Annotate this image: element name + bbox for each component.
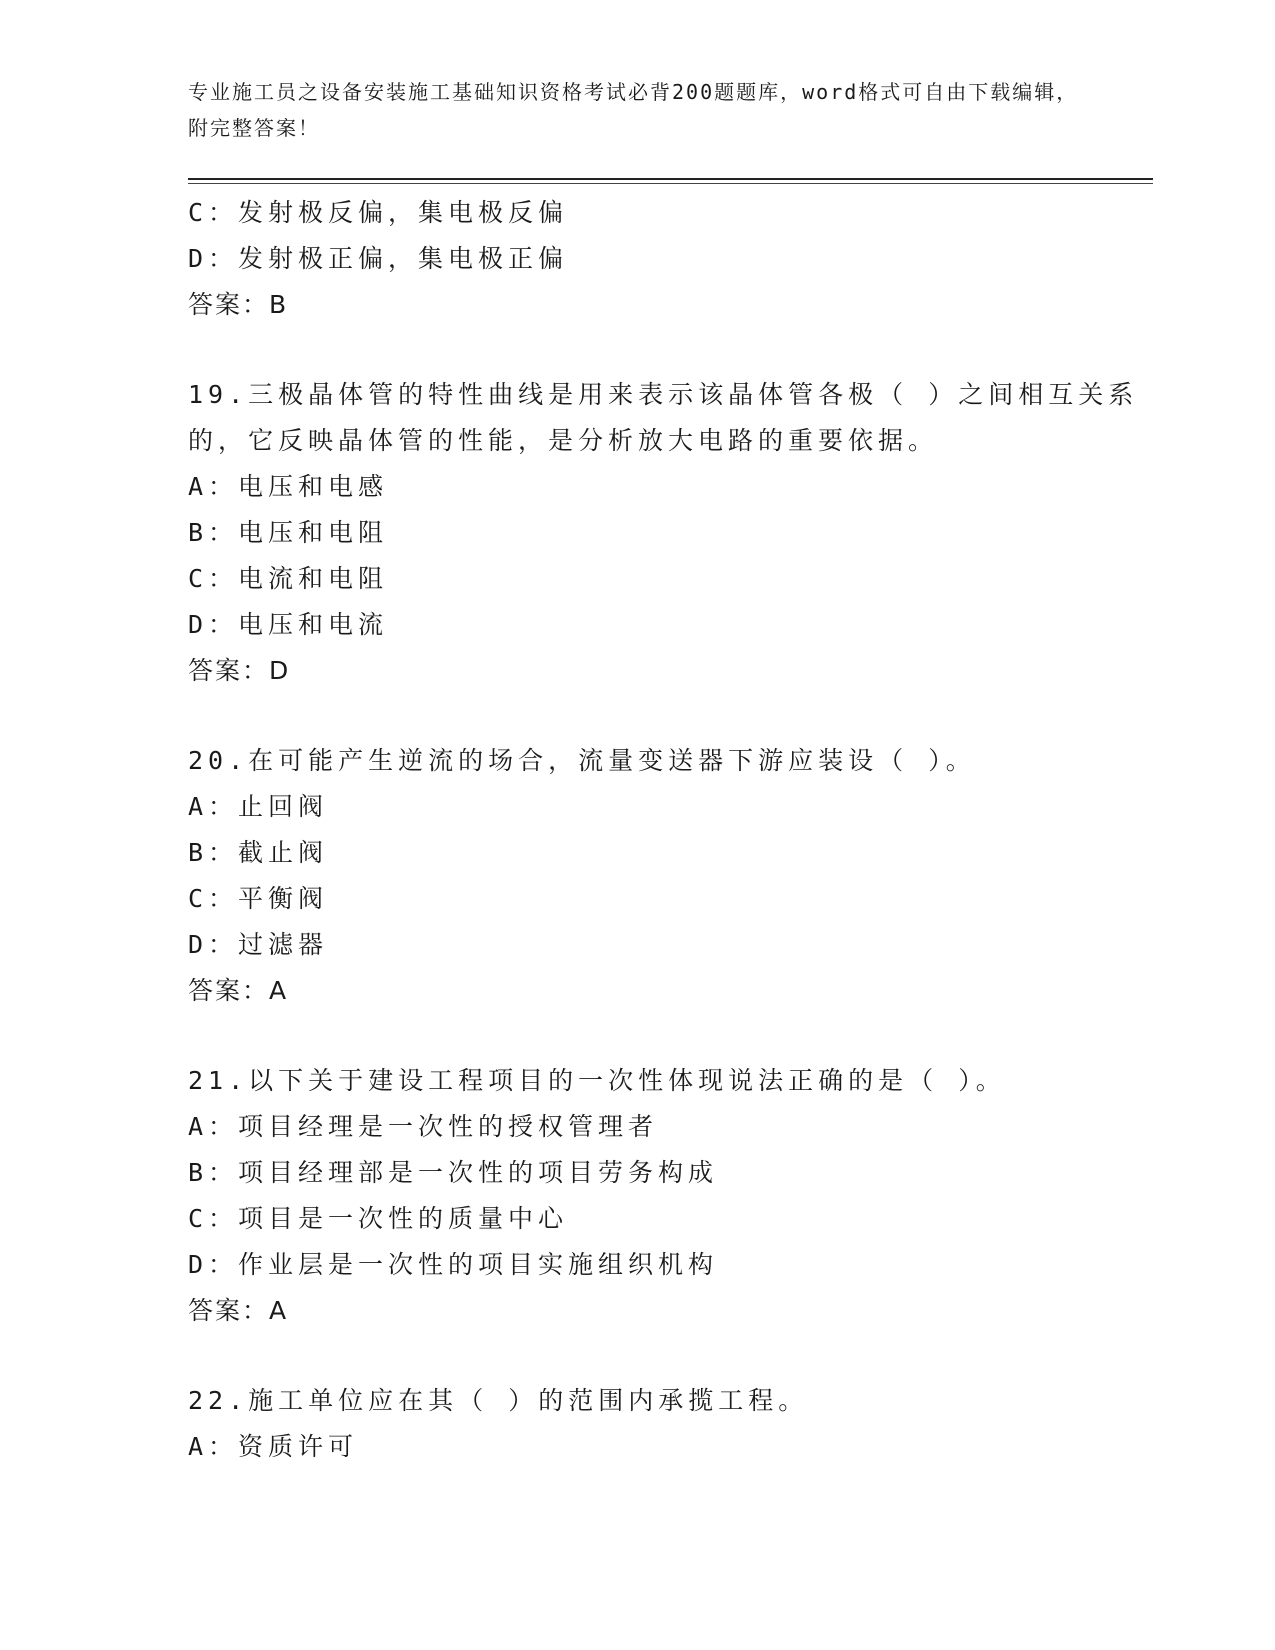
- option-d: D：过滤器: [188, 930, 329, 959]
- option-d: D：电压和电流: [188, 610, 389, 639]
- header-divider-thick: [188, 178, 1153, 180]
- option-d: D：发射极正偏，集电极正偏: [188, 244, 569, 273]
- option-b: B：电压和电阻: [188, 518, 389, 547]
- question-20: [188, 738, 1148, 1014]
- option-b: B：截止阀: [188, 838, 329, 867]
- option-d: D：作业层是一次性的项目实施组织机构: [188, 1250, 719, 1279]
- document-body: [188, 190, 1148, 1470]
- question-19: [188, 372, 1148, 694]
- header-divider-thin: [188, 183, 1153, 184]
- option-a: A：电压和电感: [188, 472, 389, 501]
- option-b: B：项目经理部是一次性的项目劳务构成: [188, 1158, 719, 1187]
- question-22: [188, 1378, 1148, 1470]
- answer-line: 答案：B: [188, 290, 289, 319]
- option-c: C：发射极反偏，集电极反偏: [188, 198, 569, 227]
- question-text: 22.施工单位应在其（ ）的范围内承揽工程。: [188, 1386, 809, 1415]
- option-c: C：平衡阀: [188, 884, 329, 913]
- option-a: A：项目经理是一次性的授权管理者: [188, 1112, 659, 1141]
- question-text: 21.以下关于建设工程项目的一次性体现说法正确的是（ ）。: [188, 1066, 1006, 1095]
- previous-question-tail: [188, 190, 1148, 328]
- answer-line: 答案：A: [188, 976, 289, 1005]
- question-text: 20.在可能产生逆流的场合，流量变送器下游应装设（ ）。: [188, 746, 976, 775]
- question-21: [188, 1058, 1148, 1334]
- document-header: 专业施工员之设备安装施工基础知识资格考试必背200题题库，word格式可自由下载编辑，附完整答案！: [188, 80, 1079, 140]
- option-c: C：项目是一次性的质量中心: [188, 1204, 569, 1233]
- option-a: A：资质许可: [188, 1432, 359, 1461]
- option-c: C：电流和电阻: [188, 564, 389, 593]
- answer-line: 答案：A: [188, 1296, 289, 1325]
- question-text: 19.三极晶体管的特性曲线是用来表示该晶体管各极（ ）之间相互关系的，它反映晶体管的性能，是分析放大电路的重要依据。: [188, 380, 1139, 455]
- option-a: A：止回阀: [188, 792, 329, 821]
- answer-line: 答案：D: [188, 656, 291, 685]
